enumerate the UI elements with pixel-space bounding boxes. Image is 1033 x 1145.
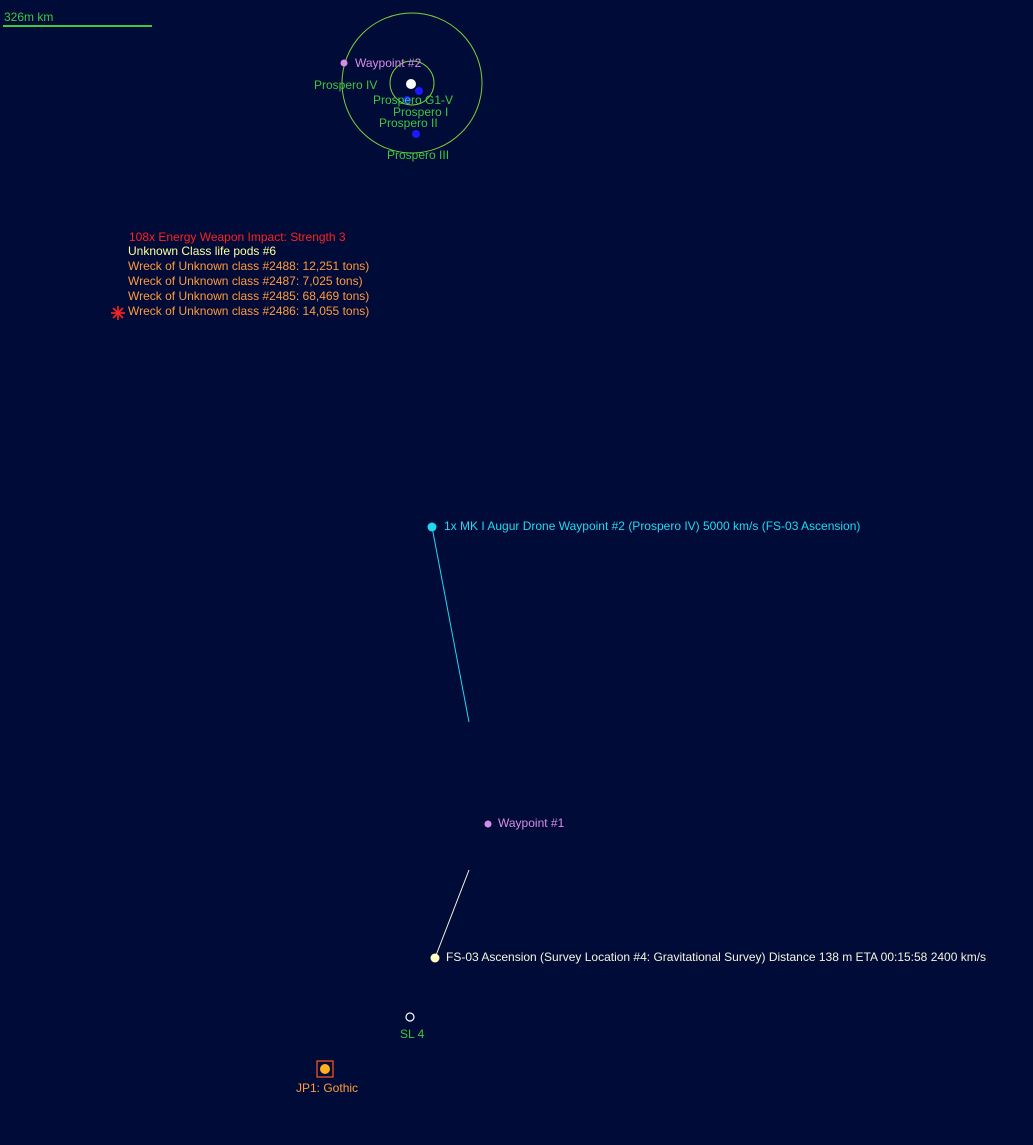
wreck-label[interactable]: Wreck of Unknown class #2485: 68,469 tons)	[128, 289, 370, 303]
explosion-icon[interactable]	[111, 306, 125, 320]
scale-label: 326m km	[4, 10, 54, 24]
jump-point-icon	[320, 1064, 330, 1074]
waypoint-1-marker[interactable]	[485, 821, 492, 828]
ship-label[interactable]: FS-03 Ascension (Survey Location #4: Gravitational Survey) Distance 138 m ETA 00:15:58 2400 km/s	[446, 950, 987, 964]
body-label-prospero-g1-v[interactable]: Prospero G1-V	[373, 93, 454, 107]
body-label-prospero-ii[interactable]: Prospero II	[379, 116, 438, 130]
planet-prospero-iii[interactable]	[412, 130, 420, 138]
survey-location-marker[interactable]	[406, 1013, 414, 1021]
body-label-prospero-iii[interactable]: Prospero III	[387, 148, 450, 162]
lifepods-label[interactable]: Unknown Class life pods #6	[128, 244, 277, 258]
body-label-prospero-i[interactable]: Prospero I	[393, 105, 449, 119]
star-icon[interactable]	[406, 79, 416, 89]
jump-point-label[interactable]: JP1: Gothic	[296, 1081, 359, 1095]
ship-marker[interactable]	[431, 954, 440, 963]
drone-path	[432, 527, 469, 722]
survey-location-label[interactable]: SL 4	[400, 1027, 425, 1041]
drone-marker[interactable]	[428, 523, 437, 532]
wreck-label[interactable]: Wreck of Unknown class #2486: 14,055 tons)	[128, 304, 370, 318]
body-label-prospero-iv[interactable]: Prospero IV	[314, 78, 378, 92]
waypoint-2-label[interactable]: Waypoint #2	[355, 56, 422, 70]
waypoint-2-marker[interactable]	[341, 60, 348, 67]
drone-label[interactable]: 1x MK I Augur Drone Waypoint #2 (Prospero IV) 5000 km/s (FS-03 Ascension)	[444, 519, 861, 533]
impact-label[interactable]: 108x Energy Weapon Impact: Strength 3	[129, 230, 346, 244]
waypoint-1-label[interactable]: Waypoint #1	[498, 816, 565, 830]
ship-path	[435, 870, 469, 958]
wreck-label[interactable]: Wreck of Unknown class #2488: 12,251 tons)	[128, 259, 370, 273]
wreck-label[interactable]: Wreck of Unknown class #2487: 7,025 tons)	[128, 274, 363, 288]
